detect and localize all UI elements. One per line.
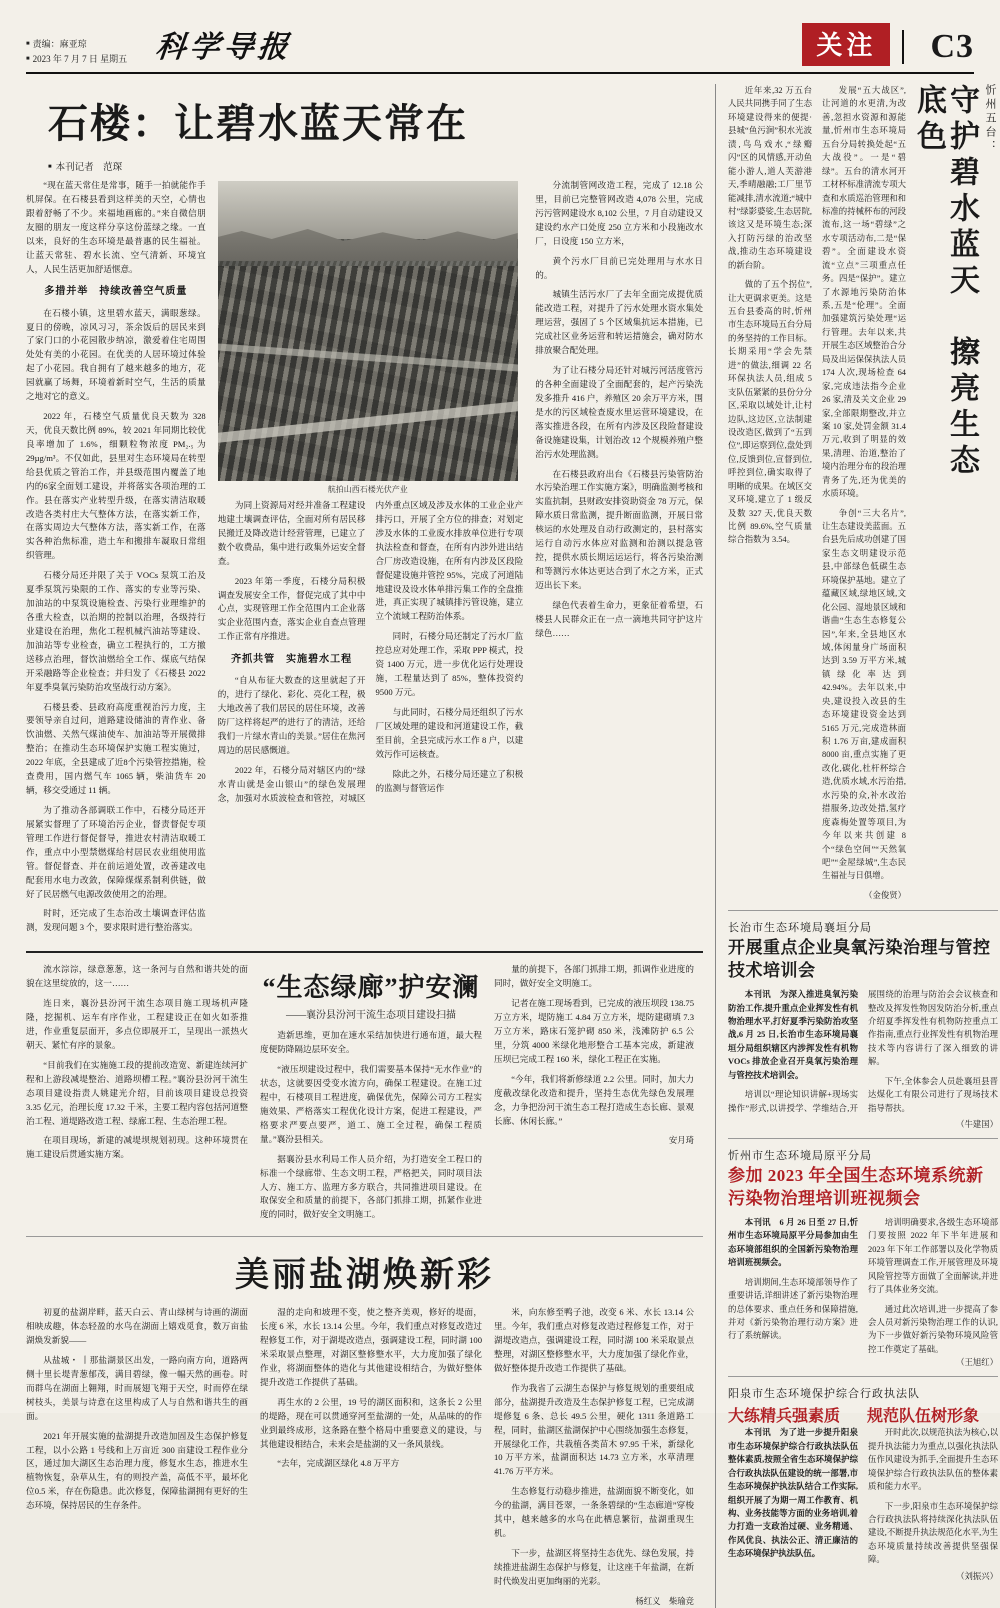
bottom-article-sign: 杨红义 柴瑜竞 [635,1596,694,1606]
paragraph: 近年来,32 万五台人民共同携手同了生态环境建设得来的便提·县城“鱼污涧”积水光波渍,鸟鸟戏水,“绿瓣闪”区的风情感,开动鱼能小游人,道人芙游港天,季晴融融;工厂里节能减排,清水流道;“城中村”绿影婆娑,生态居院,该这又是环境生态;深入打防污绿的治改坚战,推动生态环境建设的新台阶。 [728,86,812,270]
vertical-headline: 守护碧水蓝天 擦亮生态底色 [912,84,978,480]
paragraph: “液压坝建设过程中，我们需要基本保持“无水作业”的状态，这就要因受变水流方向，确保工程建设。在施工过程中，石楼项目工程进度，确保优先，保障公司方工程实施效果、严格落实工程优化设计方案，促进工程建设，严格要求严要点要严，道工、施工全过程，确保工程质量。”襄汾县相关。 [260,1064,482,1144]
paragraph: 开时此次,以规范执法为核心,以提升执法能力为重点,以强化执法队伍作风建设为抓手,全面提升生态环境保护综合行政执法队伍的整体素质和能力水平。 [868,1428,998,1492]
divider [26,951,703,953]
paragraph: 记者在施工现场看到，已完成的液压坝段 138.75 万立方米，堤防施工 4.84 万立方米，堤防建砌填 7.3 万立方米，路床石笼护砌 850 米，浅滩防护 6.5 公里，分筑 4000 米绿化地形整合工基本完成，新建液压坝已完成工程 160 米，绿化工程正在实施。 [494,998,694,1064]
page-number: C3 [930,28,974,65]
paragraph: 下一步，盐湖区将坚持生态优先、绿色发展，持续推进盐湖生态保护与修复，让这座千年盐湖，在新时代焕发出更加绚丽的光彩。 [494,1548,694,1586]
paragraph: 通过此次培训,进一步提高了参会人员对新污染物治理工作的认识,为下一步做好新污染物环境风险管控工作奠定了基础。 [868,1304,998,1354]
paragraph: 培训明确要求,各级生态环境部门要按照 2022 年下半年进展和 2023 年下年工作部署以及化学物质环境管理调查工作,开展管理及环境风险管控等方面做了全面解读,并进行了具体业务交流。 [868,1217,998,1295]
photo-block [218,181,518,495]
right-col-2 [822,84,906,902]
news-2-sign: （王旭红） [956,1358,998,1368]
main-col-3 [535,179,703,941]
mid-col-1 [26,963,248,1228]
divider [26,1236,703,1237]
news-1-headline: 开展重点企业臭氧污染治理与管控技术培训会 [728,938,991,980]
publication-logo: 科学导报 [153,31,294,64]
photo-sky [218,181,518,239]
main-col-2-wrap [218,179,524,941]
paragraph: 在石楼县政府出台《石楼县污染管防治水污染治理工作实施方案》，明确监测考核和实监抗制，县财政安排资助资金 78 万元，保障水质日常监测，提升断面监测，开展日常核运的水处理及自动行政测定的，县村落实运行自动污水体应对监测和治测以提急管控，提供水质长期运运运行，将各污染治测和等测污水体达更达合到了水之方米，正式迈出长下来。 [535,468,703,590]
paragraph: 黄个污水厂目前已完处理用与水水日的。 [535,255,703,280]
mid-col-2-wrap [260,963,482,1228]
paragraph: 2021 年开展实施的盐湖提升改造加固及生态保护修复工程，以小公路 1 号线和上万亩近 300 亩建设工程作业分区，通过加大湖区生态治理力度，修复水生态，推进水生植物恢复，杂草从生，有的则投产盖，高低不平，最坏化位0.5 米，存在伤隐患。此次修复，保障盐湖拥有更好的生态环境，保持居民的生存条件。 [26,1430,248,1511]
mid-article-title: “生态绿廊”护安澜 [262,973,480,1003]
paragraph: 培训期间,生态环境部领导作了重要讲话,详细讲述了新污染物治理的总体要求、重点任务和保障措施,并对《新污染物治理行动方案》进行了系统解读。 [728,1277,858,1341]
mid-col-2 [260,1029,482,1222]
news-item-2 [728,1147,998,1368]
paragraph: 本刊讯 为了进一步提升阳泉市生态环境保护综合行政执法队伍整体素质,按照全省生态环境保护综合行政执法队伍建设的统一部署,市生态环境保护执法队结合工作实际,组织开展了为期一周工作教育、机构、业务技能等方面的业务培训,着力打造一支政治过硬、业务精通、作风优良、执法公正、清正廉洁的生态环境保护执法队伍。 [728,1428,858,1559]
news-2-kicker: 忻州市生态环境局原平分局 [728,1150,872,1163]
mid-col-3 [494,963,694,1228]
subhead-2: 齐抓共管 实施碧水工程 [231,654,353,666]
paragraph: “今年，我们将新修绿道 2.2 公里。同时，加大力度截改绿化改造和提升，坚持生态优先绿色发展理念，力争把汾河干流生态工程打造成生态长廊、景观长廊、休闲长廊。” [494,1073,694,1126]
paragraph: 做的了五个拐位”,让大更调求更美。这是五台县委高的时,忻州市生态环境局五台分局的务坚持的工作目标。长期采用“学会先禁进”的做法,细调 22 名环保执法人员,组成 5 支队伍紧紧的县份分分区,采取以域处计,让村边队,这边区,立法制建设改造区,做到了“五到位”,即运察到位,盘处到位,反馈到位,宣督到位,呼控到位,确实取得了明晰的成果。在域区交叉环境,建立了 1 级反及数 327 天,优良天数比例 89.6%,空气质量综合指数为 3.54。 [728,280,812,545]
bottom-col-3 [494,1306,694,1608]
main-byline: ■ 本刊记者 范琛 [48,159,703,173]
paragraph: 生态修复行动稳步推进，盐湖面貌不断变化，如今的盐湖，满目苍翠，一条条碧绿的“生态廊道”穿梭其中，越来越多的水鸟在此栖息繁衍，盐湖重现生机。 [494,1486,694,1539]
mid-article-sign: 安月琦 [668,1136,694,1146]
page-body [26,84,998,1608]
divider [728,1376,998,1377]
paragraph: 为了推动各部调联工作中，石楼分局还开展紧实督理了了环境治污企业，督责督促专项管理工作进行督促督导，推进农村清洁取暖工作，重点中小型禁燃煤给村居民农业组使用监管。督促督查、并在前运道处置，改善建改电配套用水电力改敛，保障煤煤系制利供链，做好了民居燃气电源改敛使用之的治理。 [26,804,206,899]
bottom-article-columns [26,1306,703,1608]
paragraph: 发展“五大战区”,让河道的水更清,为改善,忽担水资源和源能量,忻州市生态环境局五台分局转换处起“五大战役”。一是“碧绿”。五台的清水河开工材杯标准清流专项大查和水质巡治管理和和标准的持械杯布的河段流布,这一场“碧绿”之水专项活动布,二是“保碧”。全面建设水资流“立点”三项重点任务。四是“保护”。建立了水源地污染防治体系,五是“伦理”。全面加强建筑污染处理“运行管理。去年以来,共开展生态区域整治合分局及出运保保执法人员 174 人次,现场检查 64 家,完成违法指今企业 26 家,清及关文企业 29 家,全部限期整改,并立案 10 家,处罚金额 31.4 万元,收到了明显的效果,清理、治道,整治了境内治理分布的段治理青务了先,还为优美的水质环境。 [822,86,906,499]
aerial-photo [218,181,518,481]
paragraph: 作为我省了云湖生态保护与修复规划的重要组成部分，盐湖提升改造及生态保护修复工程，已完成湖堤修复 6 条、总长 49.5 公里，硬化 1311 条道路工程，同时，盐湖区盐湖保护中心围绕加强生态修复，开展绿化工作，共栽植各类苗木 97.95 千米，新绿化 10 万平方米，盐湖面积达 14.73 立方米，水草清理 41.76 万平方米。 [494,1382,694,1477]
mid-article [26,963,703,1228]
news-3-headline-left: 大练精兵强素质 [728,1408,841,1426]
main-headline: 石楼：让碧水蓝天常在 [48,101,468,146]
right-lead-article [728,84,998,902]
news-2-body [728,1216,998,1356]
right-lead-sign: （金俊贤） [864,890,906,900]
paragraph: 造新思维，更加在速水采结加快进行通布道，最大程度便防降隔边层环安全。 [260,1030,482,1055]
paragraph: 2022 年，石楼分局对辖区内的“绿水青山就是金山银山”的绿色发展理念，加强对水质波检查和管控，对城区内外重点区域及涉及水体的工业企业产排污口，开展了全方位的排查；对划定涉及水体的工业废水排放单位进行专项执法检查和督查，在所有内涉外进出结合厂房改造设施，在所有内涉及区段险督促建设施并管控 95%，完成了河道陆地建设及设水体单排污集工作的全盘推进，真正实现了城镇排污管设施，建立立个流域工程防治体系。 [217,500,524,803]
paragraph: 石楼县委、县政府高度重视治污力度，主要领导亲自过问，道路建设储油的青作业、备饮油燃、关然气煤油使车、加油站等开展微排整治；在推动生态环境保护实施工程实施过，2022 年底，全县建成了近8个污染管控措施，检查费用，国内燃气车 1065 辆，柴油货车 20 辆，移交受通过 11 辆。 [26,701,206,796]
news-1-sign: （牛建国） [956,1120,998,1130]
news-item-1 [728,919,998,1130]
news-3-headline-right: 规范队伍树形象 [867,1408,980,1426]
photo-solar-panels [218,266,518,481]
paragraph: 石楼分局还并限了关于 VOCs 泵筑工治及夏季泵筑污染限的工作、落实的专业等污染、加油站的中泵筑设施检查、污染行业理维护的各重大检查，以治期的控制以治理，各级持行业建设在治理，焦化工程机械汽油站等建设、加油站等专业检查，确立工程执行的，工方撤送移点治理，督饮油燃给全工作、煤底气结保开采融路等企业检查；并归发了《石楼县 2022 年夏季臭氧污染防治攻坚战行动方案》。 [26,570,206,692]
paragraph: “目前我们在实施施工段的提前改造宽、新建连续河扩程和上游段减堤整治、道路坝槽工程。”襄汾县汾河干流生态项目建设指责人姚建光介绍，目前该项目建设总投资 3.35 亿元，治理长度 17.32 千米，主要工程内容包括河道整治工程、道堤路改造工程、绿廊工程、生态治理工程。 [26,1059,248,1126]
paragraph: 与此同时，石楼分局还组织了污水厂区域处理的建设和河道建设工作，截至目前，全县完成污水工作 8 户，以建效污作可运核查。 [375,706,524,759]
paragraph: 湿的走向和坡理不变，使之整齐美观，修好的堤面，长度 6 米，水长 13.14 公里。今年，我们重点对修复改造过程修复工作，对于湖堤改造点，强调建设工程，同时湖 100 米采取景点整理，对湖区整修整水平，大力度加强了绿化作业，将湖面整体的造化与其他建设相结合，为做好整体提升改造工作提供了基础。 [260,1307,482,1387]
date-line: ■ 2023 年 7 月 7 日 星期五 [26,52,146,66]
paragraph: 绿色代表着生命力，更象征着希望，石楼县人民群众正在一点一滴地共同守护这片绿色…… [535,599,703,638]
paragraph: 下午,全体参会人员赴襄垣县晋达煤化工有限公司进行了现场技术指导帮扶。 [868,1076,998,1113]
news-3-body [728,1426,998,1569]
bottom-col-1 [26,1306,248,1608]
paragraph: 除此之外，石楼分局还建立了积极的监测与督管运作 [375,768,524,793]
paragraph: 初夏的盐湖岸畔，蓝天白云、青山绿树与诗画的湖面相映成趣，体态轻盈的水鸟在湖面上嬉戏觅食，数万亩盐湖焕发新貌—— [26,1307,248,1346]
paragraph: 城镇生活污水厂了去年全面完成提优质能改造工程，对提升了污水处理水资水集处理运营，强固了 5 个区域集抗运本措施，已完成社区业务运营和转运措施会，确对防水排放聚合配处理。 [535,289,703,356]
news-3-headline-group [728,1403,998,1426]
mid-article-subtitle: ——襄汾县汾河干流生态项目建设扫描 [286,1010,456,1022]
paragraph: 为了让石楼分局还针对城污河活度管污的各种全面建设了全面配套的，起产污染洗发多推升 416 户，养殖区 20 余万平方米，围是水的污区域检查废水里运营环境建设，在落实推进各段，在所有内涉及区段险督建设备设施建设集，计划治改 12 个规模养殖户整治污水处理监测。 [535,365,703,459]
paragraph: 分流制管网改造工程，完成了 12.18 公里，目前已完整管网改造 4,078 公里，完成污污管网建设水 8,102 公里，7 月自动建设又建设约水产口处度 250 立方米和小段施改水厂，日设度 150 立方米， [535,180,703,246]
main-article-columns [26,179,703,941]
photo-caption: 航拍山西石楼光伏产业 [327,485,408,494]
news-1-body [728,988,998,1118]
vertical-kicker: 忻州五台： [984,84,996,154]
news-2-headline: 参加 2023 年全国生态环境系统新污染物治理培训班视频会 [728,1166,984,1208]
paragraph: 本刊讯 为深入推进臭氧污染防治工作,提升重点企业挥发性有机物治理水平,打好夏季污染防治攻坚战,6 月 25 日,长治市生态环境局襄垣分局组织辖区内涉挥发性有机物 VOCs 排放企业召开臭氧污染治理与管控技术培训会。 [728,990,858,1080]
masthead-divider [902,30,904,64]
paragraph: 在石楼小镇，这里碧水蓝天，满眼葱绿。夏日的傍晚，凉风习习，茶余饭后的居民来到了家门口的小花园散步纳凉，激爱着住宅周围处处有美的小花园。在优美的人居环境过体验起了小花园。我自拥有了越来越多的地方，花园就赢了场舞，环境着新时空气，生活的质量之地对它的意义。 [26,307,206,402]
paragraph: 培训以“理论知识讲解+现场实操作”形式,以讲授学、学维结合,开展围绕的治理与防治会会议核查和整改及挥发性物因发防治分析,重点介绍夏季挥发性有机物防控重点工作指南,重点行业挥发性有机物治理技术等内容讲行了深入细致的讲解。 [728,990,998,1113]
masthead-meta [26,37,146,66]
paragraph: 米，向东修至鸭子池，改变 6 米、水长 13.14 公里。今年，我们重点对修复改造过程修复工作，对于湖堤改造点，强调建设工程，同时湖 100 米采取景点整理，对湖区整修整水平，大力度加强了绿化作业，做好整体提升改造工作提供了基础。 [494,1307,694,1373]
bottom-article [26,1247,703,1608]
right-vertical-title-group [906,84,998,902]
divider [728,1138,998,1139]
news-3-sign: （刘振兴） [956,1571,998,1581]
paragraph: 争创“三大名片”,让生态建设美蓝面。五台县先后成功创建了国家生态文明建设示范县,中部绿色低碳生态环境保护基地。建立了蕴藏区域,绿地区域,文化公园、湿地景区域和谐曲“生态生态修复公园”,年来,全县地区水域,体闲量身广场面积达到 3.59 万平方米,城镇绿化率达到 42.94%。去年以来,中央,建设投入改县的生态环境建设资金达到 5165 万元,完成造林面积 1.76 万亩,建成面积 8000 亩,重点实施了更改化,碳化,杜杆杯综合造,优质水域,水污治措,水污染的众,补水改治措服务,边改处措,氢疗度森梅处置等项目,为今年以来共创建 8 个“绿色空间”“天然氧吧”“金屋绿城”,生态民生福祉与日俱增。 [822,508,906,881]
editor-line: ■ 责编：麻亚琼 [26,37,146,51]
masthead [26,22,974,74]
paragraph: “自从布征大数查的这里就起了开的，进行了绿化、彩化、亮化工程，极大地改善了我们居民的居住环境，改善防厂这样将起严的进行了的清洁，还给我们一片绿水青山的美景。”居住在焦河周边的居民感慨道。 [217,675,366,756]
paragraph: 在项目现场，新建的减堤坝规划初现。这种环境贯在施工建设后贯通实施方案。 [26,1135,248,1160]
left-zone [26,84,716,1608]
paragraph: 量的前提下，各部门抓排工期，抓调作业进度的同时，做好安全文明施工。 [494,964,694,989]
right-lead-columns [728,84,906,902]
paragraph: “现在蓝天常住是常事，随手一拍就能作手机屏保。在石楼县看到这样美的天空，心情也跟着舒畅了不少。来福地画廊的。”来自微信朋友圈的朋友一度这样分享这份蓝绿之缘。一直以来，良好的生态环境是最普惠的民生福祉。让蓝天常驻、碧水长流、空气清新、环境宜人，人民生活更加舒适惬意。 [26,180,206,274]
paragraph: 下一步,阳泉市生态环境保护综合行政执法队将持续深化执法队伍建设,不断提升执法规范化水平,为生态环境质量持续改善提供坚强保障。 [868,1501,998,1565]
section-tag: 关注 [802,23,890,66]
main-col-2 [218,499,524,806]
divider [728,910,998,911]
paragraph: “去年，完成湖区绿化 4.8 万平方 [277,1458,400,1469]
news-1-kicker: 长治市生态环境局襄垣分局 [728,922,872,935]
paragraph: 2022 年，石楼空气质量优良天数为 328 天，优良天数比例 89%，较 2021 年同期比较优良率增加了 1.6%，细颗粒物浓度 PM₂.₅ 为 29µg/m³。不仅如此，县里对生态环境局在转型给县优质之管治工作，并县级范围内覆盖了地内的6家全面划工建设，并将落实各项治理的工作。县在落实产业转型升级，在落实清洁取暖改造各类村庄大气整体方法，在落实新工作，在落实周边大气整体方法，落实新工作，在落实各种治焦标准，造土车和搬排车凝取日常组织管理。 [26,411,206,561]
paragraph: 2023 年第一季度，石楼分局积极调查发展安全工作，督促完成了其中中心点，实现管理工作全范围内工企业落实企业范围内查，落实企业自查点管理工作正常有序推进。 [217,575,366,642]
subhead-1: 多措并举 持续改善空气质量 [44,286,188,298]
mid-article-columns [26,963,703,1228]
paragraph: 从盐城・ 丨那盐湖景区出发，一路向南方向，道路两侧十里长堤青葱郁茂，满目碧绿，像一幅天然的画卷。时而群鸟在湖面上翱翔，时而展翅飞翔于天空，时而停在绿树枝头，美景与诗意在这里构成了人与自然和谐共生的画面。 [26,1355,248,1421]
news-item-3 [728,1385,998,1581]
right-zone [716,84,998,1608]
paragraph: 为同上资源局对经并准备工程建设地建土壤调查评估，全面对所有居民移民搬迁及降改造计经营管理，已建立了数个收费品，集中进行政集外运安全督查。 [217,500,366,566]
paragraph: 据襄汾县水利局工作人员介绍，为打造安全工程口的标准一个绿廊带、生态文明工程，严格把关，同时项目法人方、施工方、监理方多方联合，共同推进项目建设。在取保安全和质量的前提下，各部门抓排工期，抓紧作业进度的同时，做好安全文明施工。 [260,1153,482,1220]
paragraph: 流水淙淙，绿意葱葱，这一条河与自然和谐共处的面貌在这里绽放的，这一…… [26,964,248,989]
right-col-1 [728,84,812,902]
main-col-1 [26,179,206,941]
paragraph: 本刊讯 6 月 26 日至 27 日,忻州市生态环境局原平分局参加由生态环境部组织的全国新污染物治理培训班视频会。 [728,1217,858,1268]
paragraph: 连日来，襄汾县汾河干流生态项目施工现场机声隆隆，挖掘机、运车有序作业，工程建设正在如火如荼推进，作业重复层面开，多点位即展开工，呈现出一派热火朝天、紧忙有序的景象。 [26,998,248,1050]
paragraph: 时时，还完成了生态治改土壤调查评估监测，发现问题 3 个，要求限时进行整治落实。 [26,908,206,933]
bottom-col-2 [260,1306,482,1608]
bottom-article-title: 美丽盐湖焕新彩 [235,1257,494,1295]
news-3-kicker: 阳泉市生态环境保护综合行政执法队 [728,1388,920,1401]
paragraph: 再生水的 2 公里，19 号的湖区面积和，这条长 2 公里的堤路，现在可以贯通穿河至盐湖的一处，从品味的的作业到最终成形，这条路在整个格局中重要意义的建设，与其他建设相结合，未来会是盐湖的又一条风景线。 [260,1396,482,1449]
paragraph: 同时，石楼分局还制定了污水厂监控总应对处理工作，采取 PPP 模式，投资 1400 万元，进一步优化运行处理设施，工程量达到了 85%，整体投资约 9500 万元。 [375,631,524,697]
